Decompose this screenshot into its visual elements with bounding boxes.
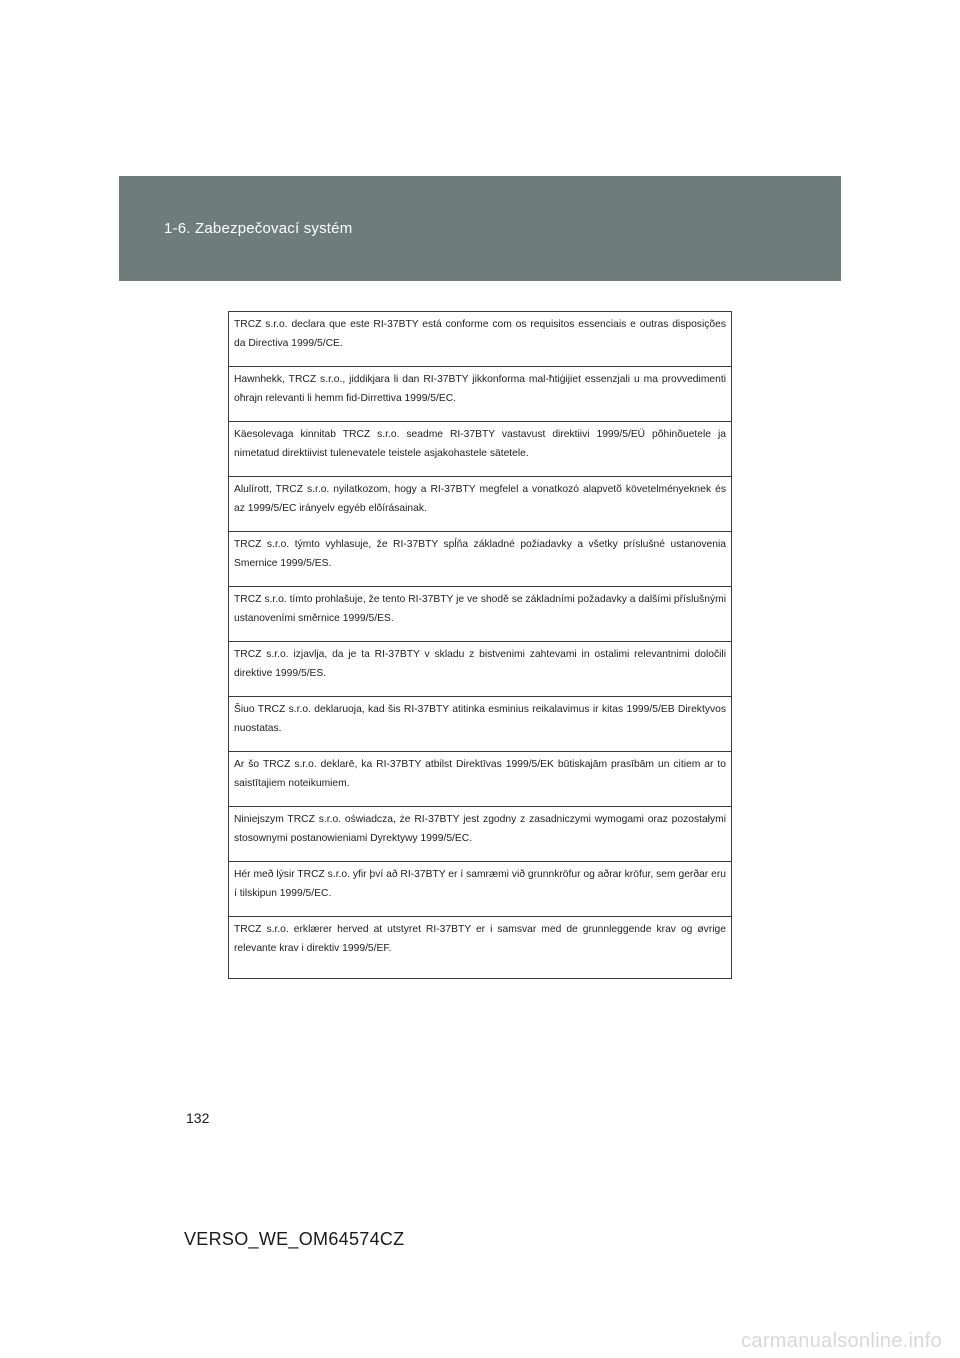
table-row xyxy=(229,532,732,587)
table-row xyxy=(229,752,732,807)
document-code: VERSO_WE_OM64574CZ xyxy=(184,1229,405,1249)
declaration-slovak: TRCZ s.r.o. týmto vyhlasuje, že RI-37BTY spĺňa základné požiadavky a všetky príslušné ustanovenia Smernice 1999/5/ES. xyxy=(229,532,732,587)
table-row xyxy=(229,642,732,697)
table-row xyxy=(229,807,732,862)
table-row xyxy=(229,917,732,979)
table-row xyxy=(229,367,732,422)
declaration-lithuanian: Šiuo TRCZ s.r.o. deklaruoja, kad šis RI-37BTY atitinka esminius reikalavimus ir kitas 1999/5/EB Direktyvos nuostatas. xyxy=(229,697,732,752)
watermark-text: carmanualsonline.info xyxy=(741,1330,942,1352)
section-header-band xyxy=(119,176,841,281)
table-row xyxy=(229,422,732,477)
declaration-estonian: Käesolevaga kinnitab TRCZ s.r.o. seadme RI-37BTY vastavust direktiivi 1999/5/EÜ põhinõuetele ja nimetatud direktiivist tulenevatele teistele asjakohastele sätetele. xyxy=(229,422,732,477)
declaration-polish: Niniejszym TRCZ s.r.o. oświadcza, że RI-37BTY jest zgodny z zasadniczymi wymogami oraz pozostałymi stosownymi postanowieniami Dyrektywy 1999/5/EC. xyxy=(229,807,732,862)
page-number: 132 xyxy=(186,1110,210,1126)
table-row xyxy=(229,477,732,532)
declarations-table xyxy=(228,311,732,979)
table-row xyxy=(229,587,732,642)
table-row xyxy=(229,312,732,367)
declaration-maltese: Hawnhekk, TRCZ s.r.o., jiddikjara li dan RI-37BTY jikkonforma mal-ħtiġijiet essenzjali u ma provvedimenti oħrajn relevanti li hemm fid-Dirrettiva 1999/5/EC. xyxy=(229,367,732,422)
declaration-norwegian: TRCZ s.r.o. erklærer herved at utstyret RI-37BTY er i samsvar med de grunnleggende krav og øvrige relevante krav i direktiv 1999/5/EF. xyxy=(229,917,732,979)
section-title: 1-6. Zabezpečovací systém xyxy=(164,220,353,237)
declaration-icelandic: Hér með lýsir TRCZ s.r.o. yfir því að RI-37BTY er í samræmi við grunnkröfur og aðrar kröfur, sem gerðar eru í tilskipun 1999/5/EC. xyxy=(229,862,732,917)
table-row xyxy=(229,862,732,917)
declaration-portuguese: TRCZ s.r.o. declara que este RI-37BTY está conforme com os requisitos essenciais e outras disposições da Directiva 1999/5/CE. xyxy=(229,312,732,367)
declaration-latvian: Ar šo TRCZ s.r.o. deklarē, ka RI-37BTY atbilst Direktīvas 1999/5/EK būtiskajām prasībām un citiem ar to saistītajiem noteikumiem. xyxy=(229,752,732,807)
declaration-slovenian: TRCZ s.r.o. izjavlja, da je ta RI-37BTY v skladu z bistvenimi zahtevami in ostalimi relevantnimi določili direktive 1999/5/ES. xyxy=(229,642,732,697)
table-row xyxy=(229,697,732,752)
declaration-czech: TRCZ s.r.o. tímto prohlašuje, že tento RI-37BTY je ve shodě se základními požadavky a dalšími příslušnými ustanoveními směrnice 1999/5/ES. xyxy=(229,587,732,642)
declaration-hungarian: Alulírott, TRCZ s.r.o. nyilatkozom, hogy a RI-37BTY megfelel a vonatkozó alapvetõ követelményeknek és az 1999/5/EC irányelv egyéb elõírásainak. xyxy=(229,477,732,532)
